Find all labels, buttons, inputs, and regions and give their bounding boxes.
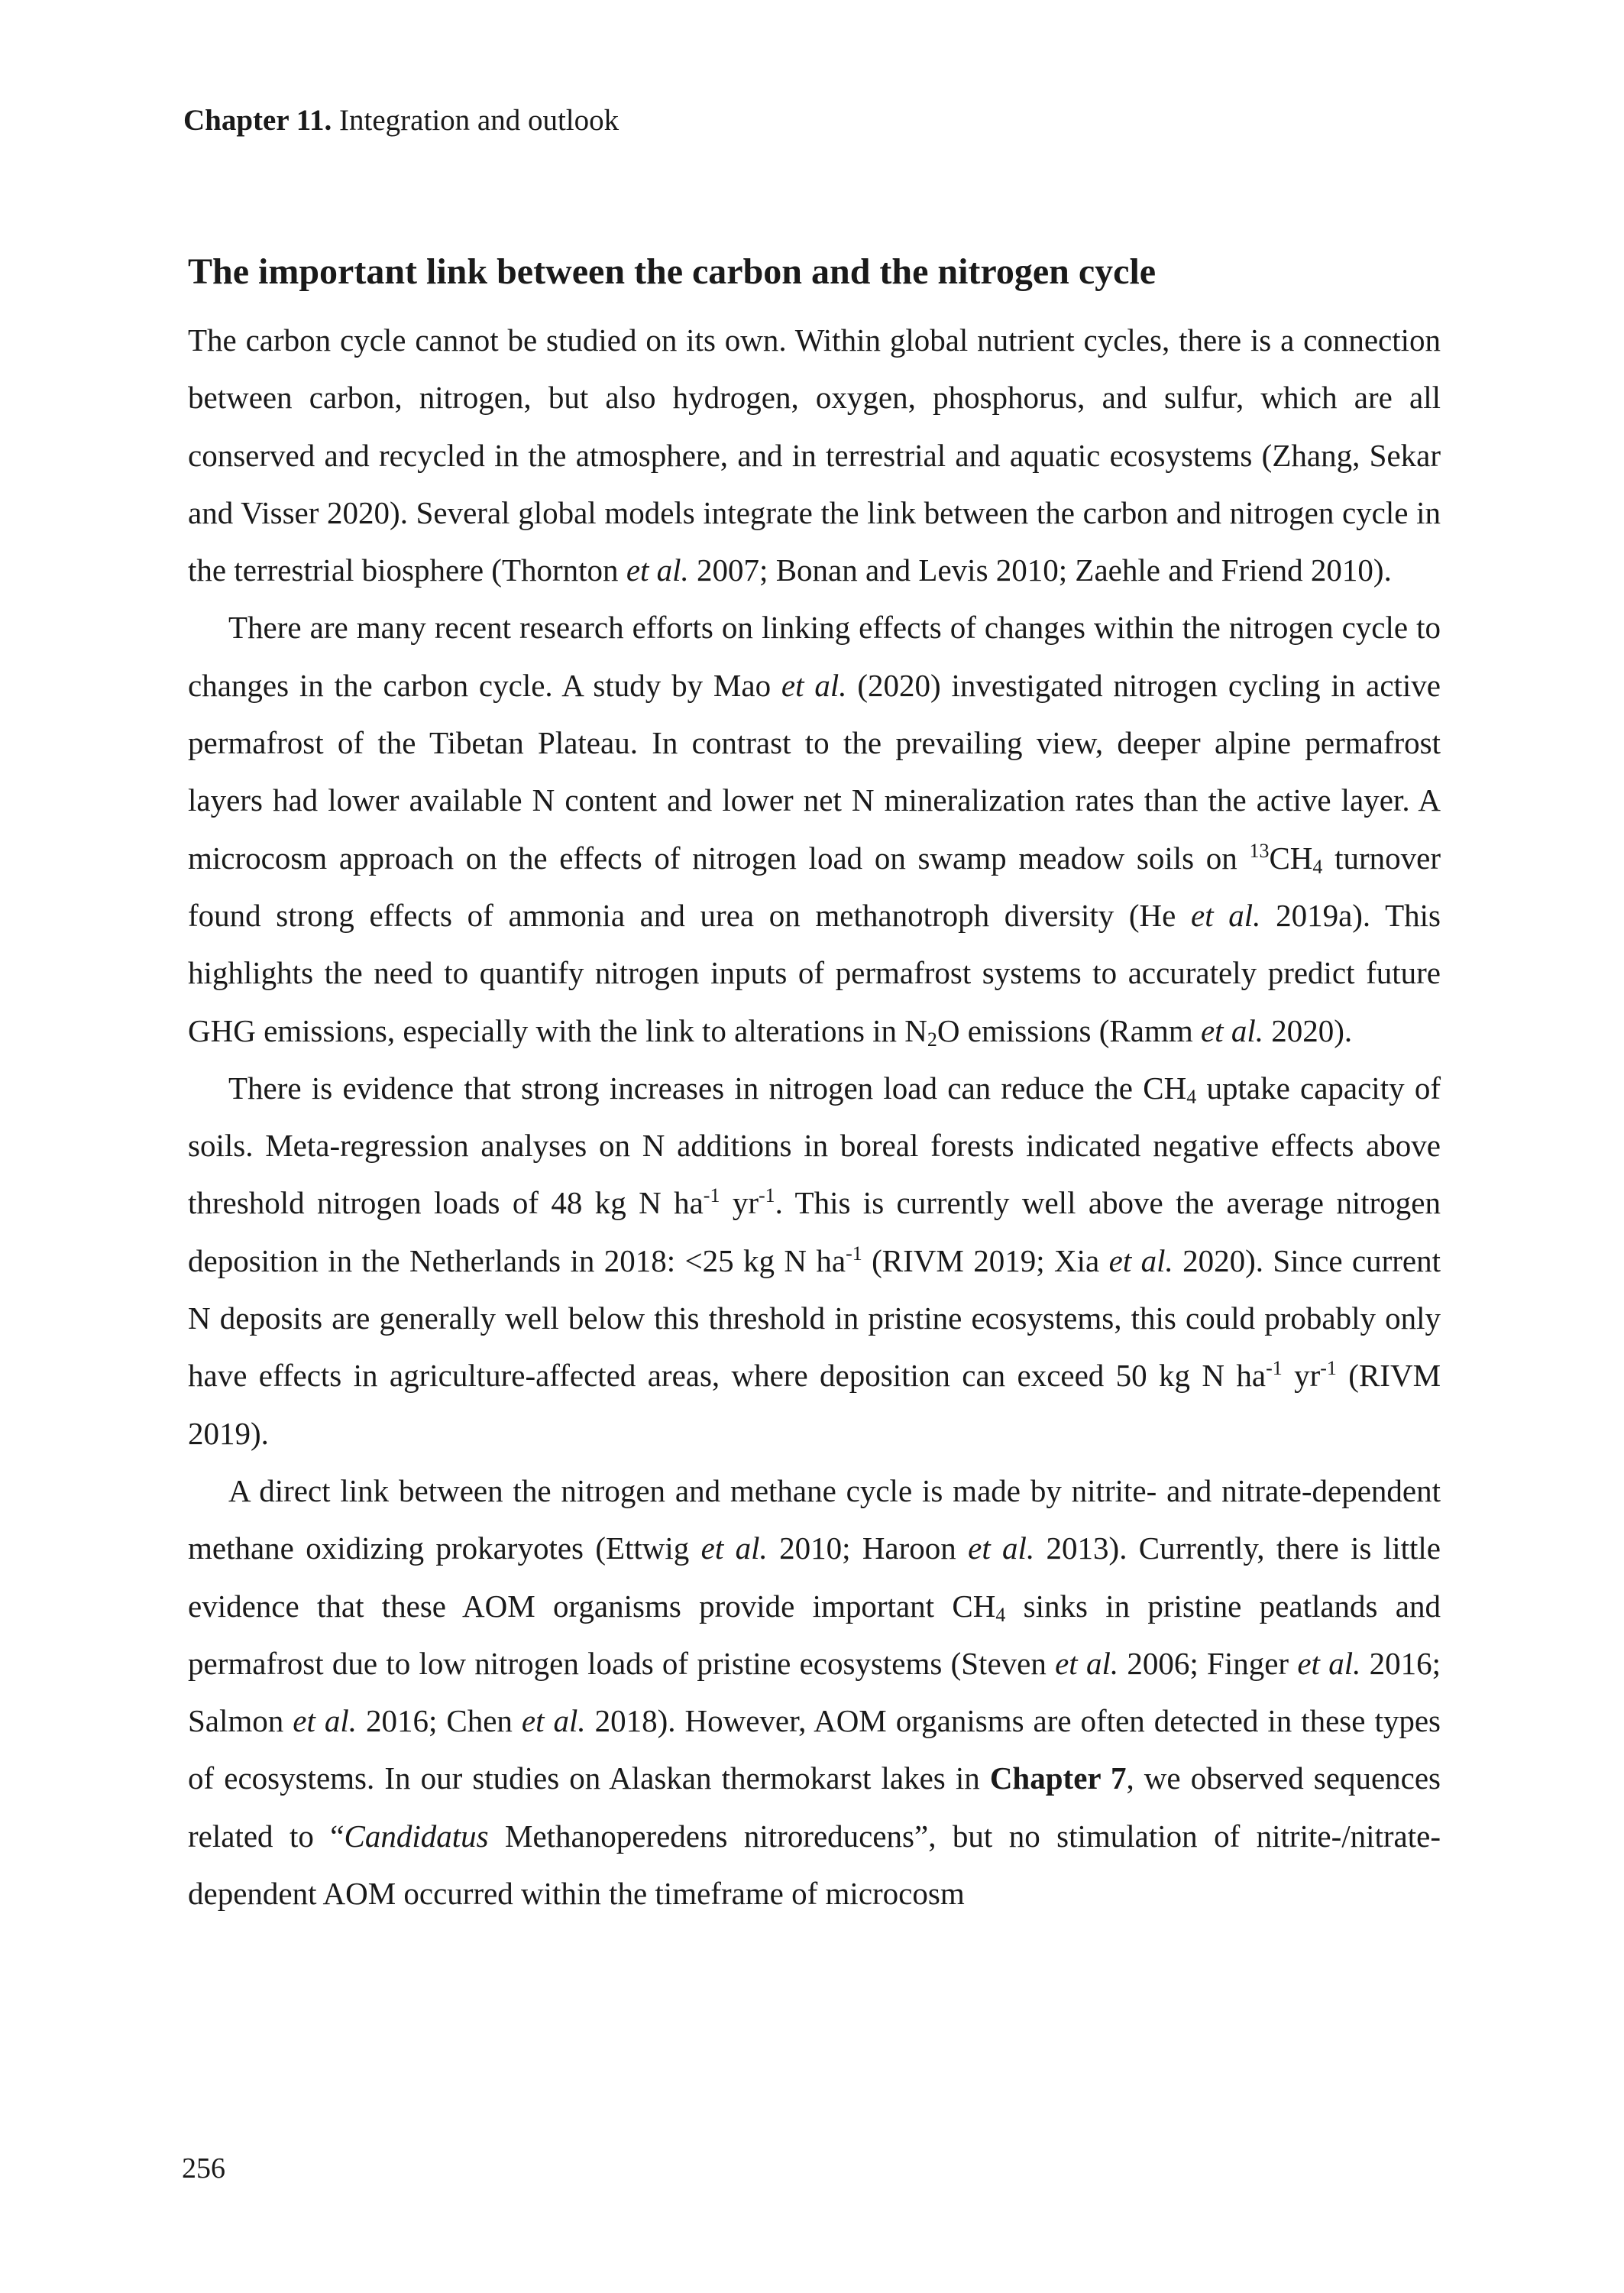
body-text	[188, 312, 1441, 1922]
text-run: 2019a). This highlights the need to quantify nitrogen inputs of permafrost systems to accurately predict future GHG emissions, especially with the link to alterations in N	[188, 897, 1441, 1048]
paragraph-3	[188, 1060, 1441, 1462]
text-run: (RIVM 2019; Xia	[862, 1242, 1109, 1278]
text-run: Methanoperedens nitroreducens”, but no stimulation of nitrite-/nitrate-dependent AOM occurred within the timeframe of microcosm	[188, 1818, 1441, 1912]
subscript: 2	[927, 1028, 937, 1051]
paragraph-1	[188, 312, 1441, 599]
superscript: 13	[1249, 839, 1270, 862]
chapter-label: Chapter 11.	[183, 104, 332, 137]
text-run: 2007; Bonan and Levis 2010; Zaehle and Friend 2010).	[688, 552, 1392, 588]
text-run: A direct link between the nitrogen and methane cycle is made by nitrite- and nitrate-dependent methane oxidizing prokaryotes (Ettwig	[188, 1472, 1441, 1566]
paragraph-4	[188, 1462, 1441, 1922]
italic-run: et al.	[293, 1703, 357, 1739]
italic-run: et al.	[968, 1530, 1035, 1566]
text-run: O emissions (Ramm	[937, 1012, 1201, 1048]
subscript: 4	[1186, 1085, 1197, 1108]
italic-run: et al.	[521, 1703, 586, 1739]
italic-run: et al.	[1055, 1645, 1119, 1681]
page-number: 256	[182, 2152, 225, 2185]
italic-run: et al.	[1108, 1242, 1173, 1278]
running-header	[183, 102, 619, 139]
italic-run: et al.	[1200, 1012, 1263, 1048]
chapter-reference: Chapter 7	[989, 1760, 1127, 1796]
text-run: 2010; Haroon	[767, 1530, 969, 1566]
superscript: -1	[759, 1184, 775, 1207]
text-run: 2020).	[1263, 1012, 1353, 1048]
text-run: 2016; Salmon	[188, 1645, 1441, 1739]
text-run: CH	[1269, 840, 1313, 876]
superscript: -1	[1266, 1357, 1283, 1380]
text-run: There is evidence that strong increases in nitrogen load can reduce the CH	[228, 1070, 1187, 1106]
text-run: turnover found strong effects of ammonia and urea on methanotroph diversity (He	[188, 840, 1441, 933]
italic-run: et al.	[700, 1530, 768, 1566]
italic-run: et al.	[781, 667, 847, 703]
text-run: yr	[720, 1185, 759, 1221]
section-title: The important link between the carbon and the nitrogen cycle	[188, 251, 1157, 292]
italic-run: et al.	[626, 552, 689, 588]
text-run: There are many recent research efforts on linking effects of changes within the nitrogen cycle to changes in the carbon cycle. A study by Mao	[188, 610, 1441, 703]
superscript: -1	[703, 1184, 720, 1207]
paragraph-2	[188, 599, 1441, 1059]
text-run: 2006; Finger	[1118, 1645, 1298, 1681]
italic-run: et al.	[1297, 1645, 1361, 1681]
text-run: , we observed sequences related to “	[188, 1760, 1441, 1854]
chapter-title: Integration and outlook	[339, 104, 620, 137]
text-run: (RIVM 2019).	[188, 1358, 1441, 1451]
text-run: uptake capacity of soils. Meta-regression analyses on N additions in boreal forests indicated negative effects above threshold nitrogen loads of 48 kg N ha	[188, 1070, 1441, 1221]
text-run: (2020) investigated nitrogen cycling in active permafrost of the Tibetan Plateau. In contrast to the prevailing view, deeper alpine permafrost layers had lower available N content and lower net N mineralization rates than the active layer. A microcosm approach on the effects of nitrogen load on swamp meadow soils on	[188, 667, 1441, 876]
text-run: 2018). However, AOM organisms are often detected in these types of ecosystems. In our studies on Alaskan thermokarst lakes in	[188, 1703, 1441, 1796]
text-run: yr	[1282, 1358, 1321, 1394]
superscript: -1	[1320, 1357, 1337, 1380]
text-run: sinks in pristine peatlands and permafrost due to low nitrogen loads of pristine ecosystems (Steven	[188, 1588, 1441, 1681]
text-run: The carbon cycle cannot be studied on its own. Within global nutrient cycles, there is a connection between carbon, nitrogen, but also hydrogen, oxygen, phosphorus, and sulfur, which are all conserved and recycled in the atmosphere, and in terrestrial and aquatic ecosystems (Zhang, Sekar and Visser 2020). Several global models integrate the link between the carbon and nitrogen cycle in the terrestrial biosphere (Thornton	[188, 322, 1441, 588]
italic-run: Candidatus	[344, 1818, 489, 1854]
text-run: . This is currently well above the average nitrogen deposition in the Netherlands in 2018: <25 kg N ha	[188, 1185, 1441, 1278]
text-run: 2013). Currently, there is little evidence that these AOM organisms provide important CH	[188, 1530, 1441, 1624]
text-run: 2020). Since current N deposits are generally well below this threshold in pristine ecosystems, this could probably only have effects in agriculture-affected areas, where deposition can exceed 50 kg N ha	[188, 1242, 1441, 1394]
text-run: 2016; Chen	[357, 1703, 522, 1739]
italic-run: et al.	[1191, 897, 1261, 933]
subscript: 4	[995, 1603, 1006, 1626]
subscript: 4	[1312, 855, 1323, 878]
superscript: -1	[846, 1242, 862, 1265]
